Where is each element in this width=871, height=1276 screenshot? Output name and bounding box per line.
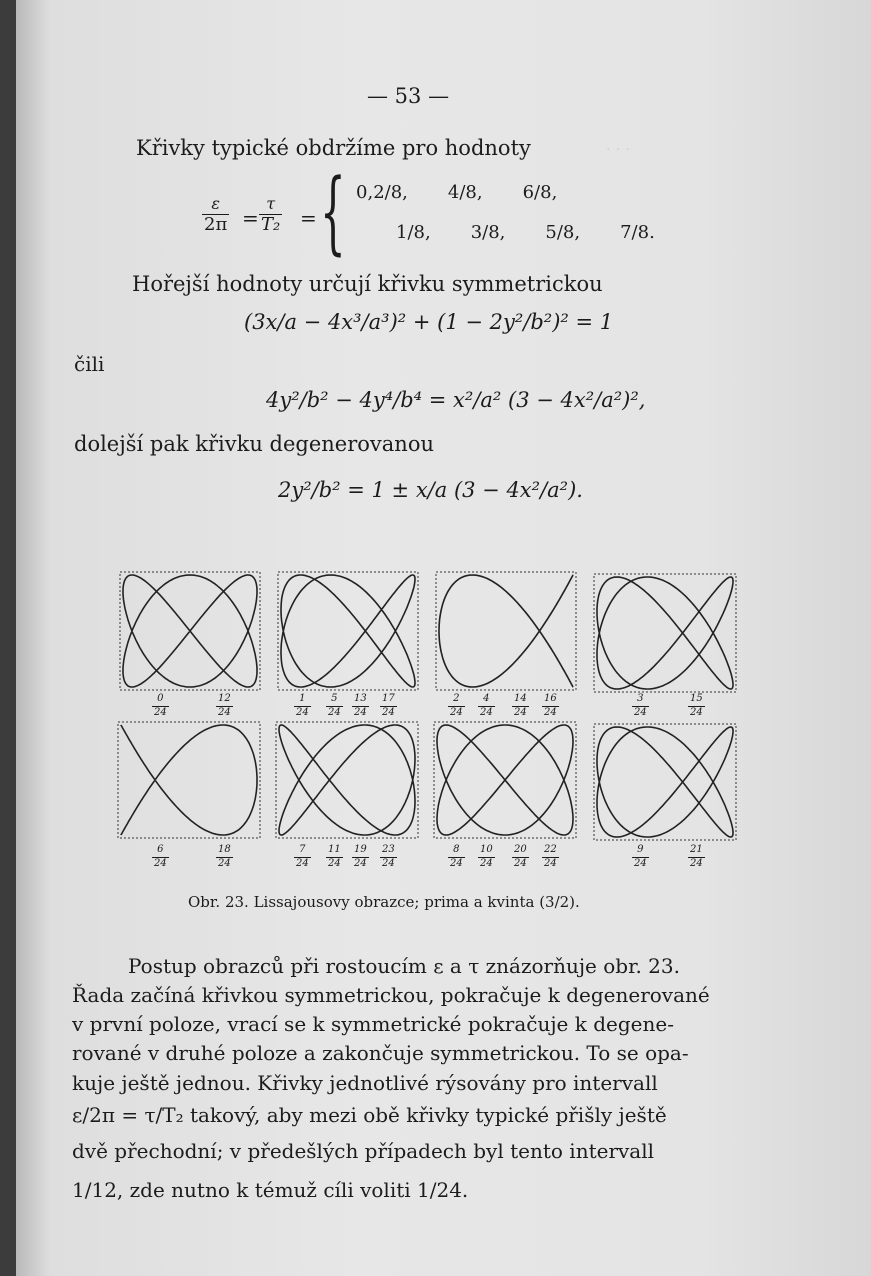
value-bottom-2: 5/8, <box>545 222 581 243</box>
equation-degenerate: 2y²/b² = 1 ± x/a (3 − 4x²/a²). <box>278 478 583 502</box>
equation-symmetric: (3x/a − 4x³/a³)² + (1 − 2y²/b²)² = 1 <box>244 310 614 334</box>
value-top-3: 6/8, <box>522 182 558 203</box>
figure-label: 8 24 <box>450 844 463 869</box>
value-bottom-1: 3/8, <box>470 222 506 243</box>
word-cili: čili <box>74 352 105 376</box>
figure-label: 1 24 <box>296 693 309 718</box>
figure-label: 14 24 <box>514 693 527 718</box>
lissajous-curve-3 <box>439 575 573 687</box>
left-brace: { <box>320 160 346 265</box>
figure-label: 5 24 <box>328 693 341 718</box>
lissajous-figure <box>16 560 871 880</box>
body-line: ε/2π = τ/T₂ takový, aby mezi obě křivky typické přišly ještě <box>72 1103 667 1127</box>
figure-label: 6 24 <box>154 844 167 869</box>
figure-label: 3 24 <box>634 693 647 718</box>
figure-label: 4 24 <box>480 693 493 718</box>
value-bottom-3: 7/8. <box>620 222 655 243</box>
body-line: Postup obrazců při rostoucím ε a τ znázorňuje obr. 23. <box>128 954 680 978</box>
value-top-0: 0, <box>356 182 374 203</box>
lissajous-curve-6 <box>279 725 415 835</box>
lissajous-curve-4 <box>597 577 733 689</box>
figure-label: 2 24 <box>450 693 463 718</box>
figure-label: 18 24 <box>218 844 231 869</box>
figure-label: 20 24 <box>514 844 527 869</box>
figure-label: 9 24 <box>634 844 647 869</box>
figure-label: 16 24 <box>544 693 557 718</box>
figure-label: 22 24 <box>544 844 557 869</box>
tau-over-T2: τ T₂ <box>261 194 281 235</box>
value-top-2: 4/8, <box>447 182 483 203</box>
body-line: Řada začíná křivkou symmetrickou, pokračuje k degenerované <box>72 983 710 1007</box>
lissajous-curve-7 <box>437 725 573 835</box>
body-line: dvě přechodní; v předešlých případech byl tento intervall <box>72 1139 655 1163</box>
figure-label: 10 24 <box>480 844 493 869</box>
epsilon-over-2pi: ε 2π <box>204 194 228 235</box>
lissajous-curve-2 <box>281 575 415 687</box>
figure-label: 21 24 <box>690 844 703 869</box>
figure-label: 11 24 <box>328 844 341 869</box>
figure-label: 23 24 <box>382 844 395 869</box>
body-line: kuje ještě jednou. Křivky jednotlivé rýsovány pro intervall <box>72 1071 658 1095</box>
lissajous-curve-8 <box>597 727 733 837</box>
body-line: 1/12, zde nutno k témuž cíli voliti 1/24. <box>72 1178 469 1202</box>
figure-label: 13 24 <box>354 693 367 718</box>
lower-values-line: dolejší pak křivku degenerovanou <box>74 432 434 456</box>
body-line: v první poloze, vrací se k symmetrické pokračuje k degene- <box>72 1012 674 1036</box>
value-top-1: 2/8, <box>373 182 408 203</box>
figure-label: 19 24 <box>354 844 367 869</box>
figure-label: 12 24 <box>218 693 231 718</box>
figure-label: 0 24 <box>154 693 167 718</box>
upper-values-line: Hořejší hodnoty určují křivku symmetrickou <box>132 272 603 296</box>
figure-caption: Obr. 23. Lissajousovy obrazce; prima a kvinta (3/2). <box>188 893 580 911</box>
intro-line: Křivky typické obdržíme pro hodnoty <box>136 136 531 160</box>
figure-label: 7 24 <box>296 844 309 869</box>
lissajous-curve-1 <box>123 575 257 687</box>
page-number: — 53 — <box>367 84 450 108</box>
lissajous-curve-5 <box>121 725 257 835</box>
equation-expanded: 4y²/b² − 4y⁴/b⁴ = x²/a² (3 − 4x²/a²)², <box>266 388 646 412</box>
figure-label: 15 24 <box>690 693 703 718</box>
book-page: — 53 — Křivky typické obdržíme pro hodnoty ε 2π = τ T₂ = { 0,2/8, 4/8, 6/8, 1/8, 3/8, 5/8, 7/8. Hořejší hodnoty určují křivku symmetrickou (3x/a − 4x³/a³)² + (1 − 2y²/b²)² = 1 čili 4y²/b² − 4y⁴/b⁴ = x²/a² (3 − 4x²/a²)², dolejší pak křivku degenerovanou 2y²/b² = 1 ± x/a (3 − 4x²/a²). · · · 0 24 12 24 1 24 5 24 13 24 17 24 2 24 4 24 14 24 16 24 3 24 15 24 6 24 18 24 7 24 11 24 19 24 23 24 8 24 10 24 20 24 22 24 9 24 21 24 Obr. 23. Lissajousovy obrazce; prima a kvinta (3/2). Postup obrazců při rostoucím ε a τ znázorňuje obr. 23. Řada začíná křivkou symmetrickou, pokračuje k degenerované v první poloze, vrací se k symmetrické pokračuje k degene- rované v druhé poloze a zakončuje symmetrickou. To se opa- kuje ještě jednou. Křivky jednotlivé rýsovány pro intervall ε/2π = τ/T₂ takový, aby mezi obě křivky typické přišly ještě dvě přechodní; v předešlých případech byl tento intervall 1/12, zde nutno k témuž cíli voliti 1/24. <box>16 0 871 1276</box>
figure-frame-5 <box>118 722 260 838</box>
figure-frame-3 <box>436 572 576 690</box>
values-bottom-row <box>396 222 695 243</box>
value-bottom-0: 1/8, <box>396 222 431 243</box>
values-top-row <box>356 182 597 203</box>
body-line: rované v druhé poloze a zakončuje symmetrickou. To se opa- <box>72 1041 689 1065</box>
figure-label: 17 24 <box>382 693 395 718</box>
